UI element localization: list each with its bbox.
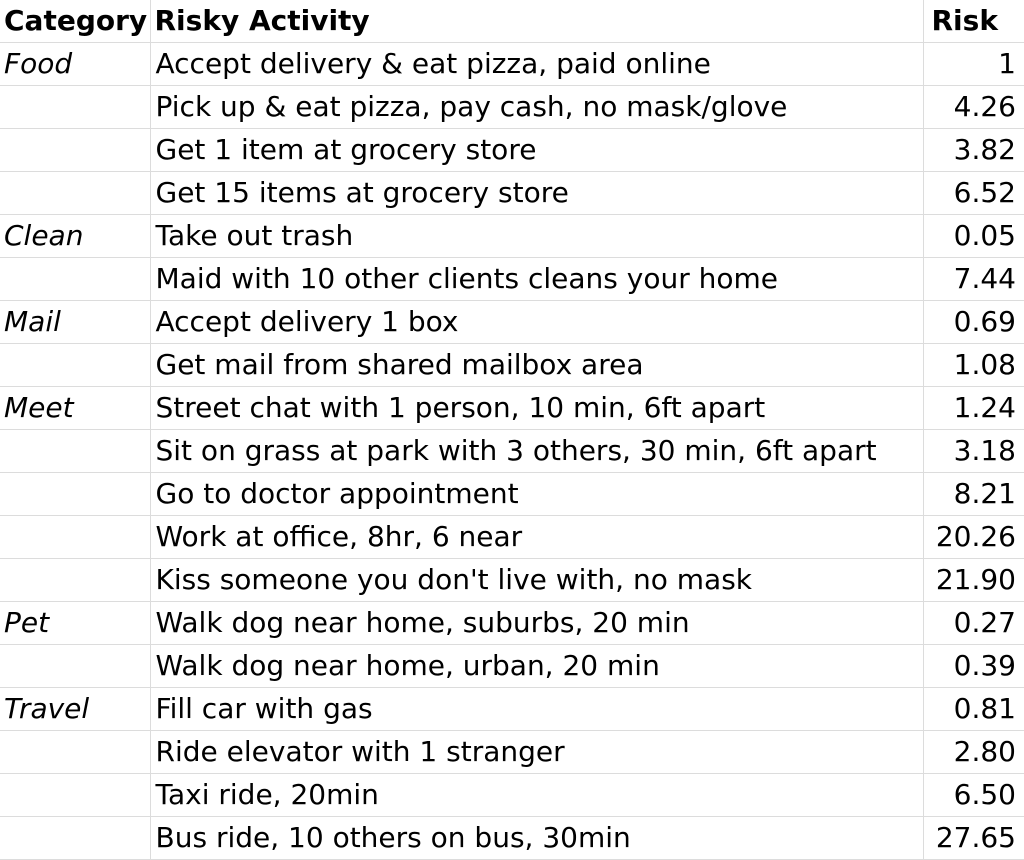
risk-cell[interactable]: 8.21 xyxy=(923,473,1024,516)
risk-cell[interactable]: 7.44 xyxy=(923,258,1024,301)
header-row xyxy=(0,0,1024,43)
risk-cell[interactable]: 0.39 xyxy=(923,645,1024,688)
table-row xyxy=(0,774,1024,817)
table-row xyxy=(0,602,1024,645)
category-cell[interactable] xyxy=(0,731,150,774)
activity-cell[interactable]: Pick up & eat pizza, pay cash, no mask/glove xyxy=(150,86,923,129)
activity-cell[interactable]: Get 1 item at grocery store xyxy=(150,129,923,172)
activity-cell[interactable]: Walk dog near home, urban, 20 min xyxy=(150,645,923,688)
activity-cell[interactable]: Go to doctor appointment xyxy=(150,473,923,516)
risk-cell[interactable]: 0.05 xyxy=(923,215,1024,258)
risk-cell[interactable]: 21.90 xyxy=(923,559,1024,602)
table-row xyxy=(0,172,1024,215)
activity-cell[interactable]: Ride elevator with 1 stranger xyxy=(150,731,923,774)
risk-cell[interactable]: 27.65 xyxy=(923,817,1024,860)
category-cell[interactable]: Clean xyxy=(0,215,150,258)
activity-cell[interactable]: Take out trash xyxy=(150,215,923,258)
activity-cell[interactable]: Sit on grass at park with 3 others, 30 min, 6ft apart xyxy=(150,430,923,473)
table-row xyxy=(0,43,1024,86)
risk-cell[interactable]: 0.69 xyxy=(923,301,1024,344)
category-cell[interactable] xyxy=(0,129,150,172)
activity-cell[interactable]: Work at office, 8hr, 6 near xyxy=(150,516,923,559)
category-cell[interactable]: Meet xyxy=(0,387,150,430)
table-row xyxy=(0,473,1024,516)
risk-cell[interactable]: 0.27 xyxy=(923,602,1024,645)
activity-cell[interactable]: Kiss someone you don't live with, no mask xyxy=(150,559,923,602)
risk-cell[interactable]: 4.26 xyxy=(923,86,1024,129)
activity-cell[interactable]: Accept delivery 1 box xyxy=(150,301,923,344)
category-cell[interactable] xyxy=(0,258,150,301)
category-cell[interactable] xyxy=(0,473,150,516)
category-cell[interactable] xyxy=(0,430,150,473)
table-row xyxy=(0,215,1024,258)
activity-cell[interactable]: Bus ride, 10 others on bus, 30min xyxy=(150,817,923,860)
table-row xyxy=(0,129,1024,172)
table-body xyxy=(0,43,1024,860)
category-cell[interactable]: Pet xyxy=(0,602,150,645)
table-row xyxy=(0,430,1024,473)
activity-cell[interactable]: Taxi ride, 20min xyxy=(150,774,923,817)
category-cell[interactable] xyxy=(0,645,150,688)
category-cell[interactable]: Food xyxy=(0,43,150,86)
category-cell[interactable] xyxy=(0,172,150,215)
table-row xyxy=(0,344,1024,387)
risk-cell[interactable]: 20.26 xyxy=(923,516,1024,559)
activity-cell[interactable]: Accept delivery & eat pizza, paid online xyxy=(150,43,923,86)
activity-cell[interactable]: Fill car with gas xyxy=(150,688,923,731)
table-row xyxy=(0,387,1024,430)
activity-cell[interactable]: Get mail from shared mailbox area xyxy=(150,344,923,387)
table-row xyxy=(0,645,1024,688)
category-cell[interactable]: Travel xyxy=(0,688,150,731)
category-cell[interactable] xyxy=(0,86,150,129)
table-row xyxy=(0,731,1024,774)
risk-cell[interactable]: 1.08 xyxy=(923,344,1024,387)
activity-cell[interactable]: Maid with 10 other clients cleans your home xyxy=(150,258,923,301)
risk-cell[interactable]: 3.18 xyxy=(923,430,1024,473)
activity-cell[interactable]: Street chat with 1 person, 10 min, 6ft apart xyxy=(150,387,923,430)
category-cell[interactable] xyxy=(0,516,150,559)
category-cell[interactable] xyxy=(0,817,150,860)
table-row xyxy=(0,301,1024,344)
table-row xyxy=(0,86,1024,129)
risk-cell[interactable]: 1.24 xyxy=(923,387,1024,430)
activity-cell[interactable]: Walk dog near home, suburbs, 20 min xyxy=(150,602,923,645)
table-row xyxy=(0,258,1024,301)
table-row xyxy=(0,559,1024,602)
category-cell[interactable] xyxy=(0,559,150,602)
risk-header[interactable]: Risk xyxy=(923,0,1024,43)
activity-header[interactable]: Risky Activity xyxy=(150,0,923,43)
category-cell[interactable] xyxy=(0,774,150,817)
category-cell[interactable] xyxy=(0,344,150,387)
risk-cell[interactable]: 1 xyxy=(923,43,1024,86)
risk-cell[interactable]: 6.52 xyxy=(923,172,1024,215)
risk-cell[interactable]: 3.82 xyxy=(923,129,1024,172)
activity-cell[interactable]: Get 15 items at grocery store xyxy=(150,172,923,215)
table-row xyxy=(0,516,1024,559)
category-cell[interactable]: Mail xyxy=(0,301,150,344)
category-header[interactable]: Category xyxy=(0,0,150,43)
risk-cell[interactable]: 0.81 xyxy=(923,688,1024,731)
table-row xyxy=(0,817,1024,860)
risk-cell[interactable]: 6.50 xyxy=(923,774,1024,817)
table-row xyxy=(0,688,1024,731)
risk-cell[interactable]: 2.80 xyxy=(923,731,1024,774)
